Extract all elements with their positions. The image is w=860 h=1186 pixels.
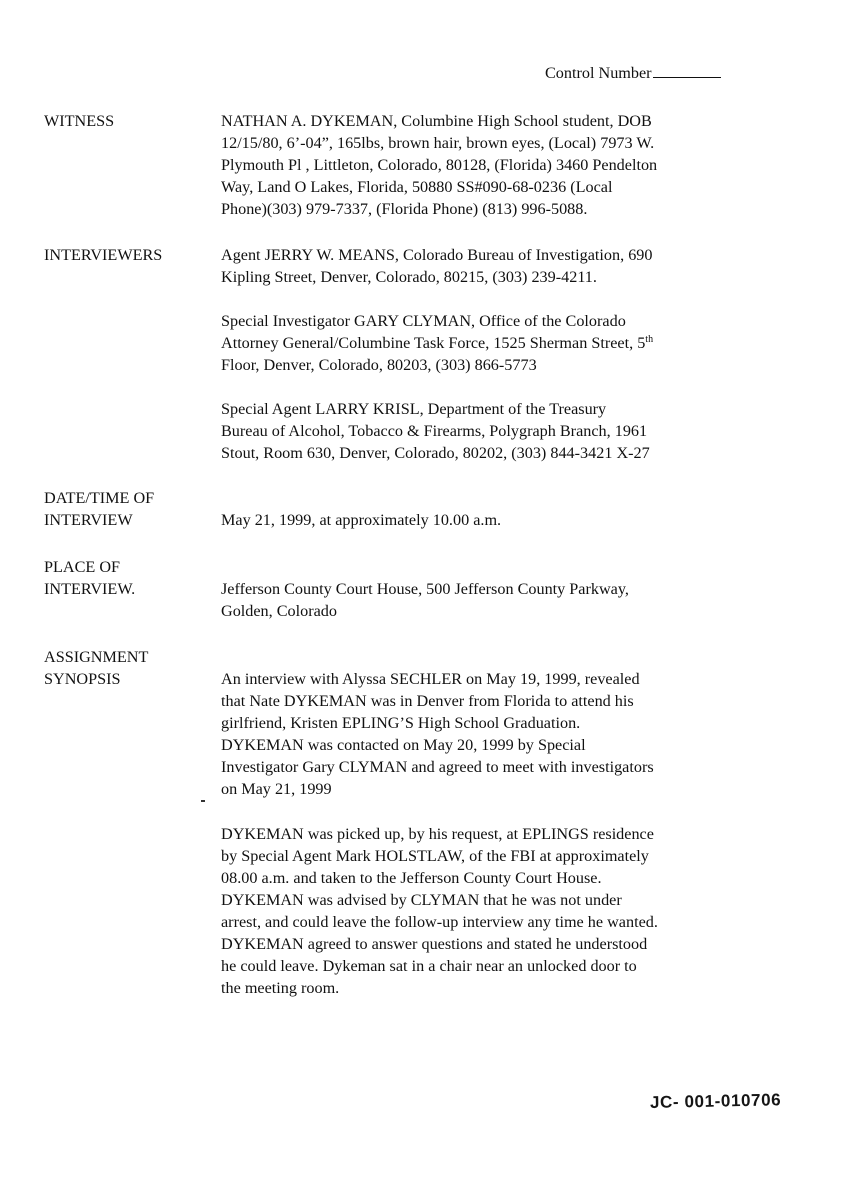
control-number-label: Control Number	[545, 64, 652, 82]
text-line: Phone)(303) 979-7337, (Florida Phone) (813) 996-5088.	[221, 200, 588, 218]
text-line: DYKEMAN was contacted on May 20, 1999 by Special	[221, 736, 586, 754]
interviewers-label: INTERVIEWERS	[44, 246, 163, 264]
witness-details	[221, 110, 781, 220]
label-line: INTERVIEW	[44, 511, 133, 529]
text-line: girlfriend, Kristen EPLING’S High School Graduation.	[221, 714, 581, 732]
label-line: ASSIGNMENT	[44, 648, 149, 666]
text-line: arrest, and could leave the follow-up interview any time he wanted.	[221, 913, 658, 931]
text-line: the meeting room.	[221, 979, 340, 997]
text-line: Bureau of Alcohol, Tobacco & Firearms, Polygraph Branch, 1961	[221, 422, 648, 440]
synopsis-paragraph	[221, 823, 781, 999]
text-line: DYKEMAN agreed to answer questions and stated he understood	[221, 935, 648, 953]
text-line: Way, Land O Lakes, Florida, 50880 SS#090-68-0236 (Local	[221, 178, 613, 196]
text-line: Investigator Gary CLYMAN and agreed to meet with investigators	[221, 758, 654, 776]
interviewer-entry	[221, 244, 781, 288]
text-line: by Special Agent Mark HOLSTLAW, of the FBI at approximately	[221, 847, 649, 865]
text-line: 12/15/80, 6’-04”, 165lbs, brown hair, brown eyes, (Local) 7973 W.	[221, 134, 655, 152]
date-time-value	[221, 509, 781, 531]
text-line: Plymouth Pl , Littleton, Colorado, 80128, (Florida) 3460 Pendelton	[221, 156, 658, 174]
ordinal-suffix: th	[645, 334, 654, 345]
text-line: Stout, Room 630, Denver, Colorado, 80202, (303) 844-3421 X-27	[221, 444, 650, 462]
text-line: that Nate DYKEMAN was in Denver from Florida to attend his	[221, 692, 634, 710]
document-id-stamp: JC- 001-010706	[649, 1090, 782, 1112]
date-time-label	[44, 487, 214, 531]
text-line: Golden, Colorado	[221, 602, 337, 620]
text-line: Special Agent LARRY KRISL, Department of the Treasury	[221, 400, 607, 418]
control-number-blank	[653, 63, 721, 78]
text-line: Special Investigator GARY CLYMAN, Office of the Colorado	[221, 312, 626, 330]
synopsis-paragraph	[221, 668, 781, 800]
text-line: 08.00 a.m. and taken to the Jefferson County Court House.	[221, 869, 602, 887]
text-line: Jefferson County Court House, 500 Jefferson County Parkway,	[221, 580, 629, 598]
text-line: May 21, 1999, at approximately 10.00 a.m.	[221, 511, 502, 529]
text-line: on May 21, 1999	[221, 780, 332, 798]
label-line: DATE/TIME OF	[44, 489, 155, 507]
text-segment: Attorney General/Columbine Task Force, 1525 Sherman Street, 5	[221, 334, 646, 352]
label-line: SYNOPSIS	[44, 670, 121, 688]
label-line: INTERVIEW.	[44, 580, 136, 598]
text-line: Agent JERRY W. MEANS, Colorado Bureau of Investigation, 690	[221, 246, 653, 264]
text-line: An interview with Alyssa SECHLER on May 19, 1999, revealed	[221, 670, 640, 688]
interviewer-entry	[221, 398, 781, 464]
label-line: PLACE OF	[44, 558, 121, 576]
place-label	[44, 556, 214, 600]
witness-label: WITNESS	[44, 112, 115, 130]
control-number	[545, 62, 721, 84]
text-line: he could leave. Dykeman sat in a chair near an unlocked door to	[221, 957, 637, 975]
text-line: Kipling Street, Denver, Colorado, 80215, (303) 239-4211.	[221, 268, 597, 286]
text-line: Floor, Denver, Colorado, 80203, (303) 866-5773	[221, 356, 537, 374]
text-line	[221, 332, 781, 354]
place-value	[221, 578, 781, 622]
text-line: DYKEMAN was advised by CLYMAN that he was not under	[221, 891, 622, 909]
text-line: NATHAN A. DYKEMAN, Columbine High School student, DOB	[221, 112, 652, 130]
interviewer-entry	[221, 310, 781, 376]
synopsis-label	[44, 646, 214, 690]
scan-mark	[201, 800, 205, 802]
text-line: DYKEMAN was picked up, by his request, at EPLINGS residence	[221, 825, 654, 843]
